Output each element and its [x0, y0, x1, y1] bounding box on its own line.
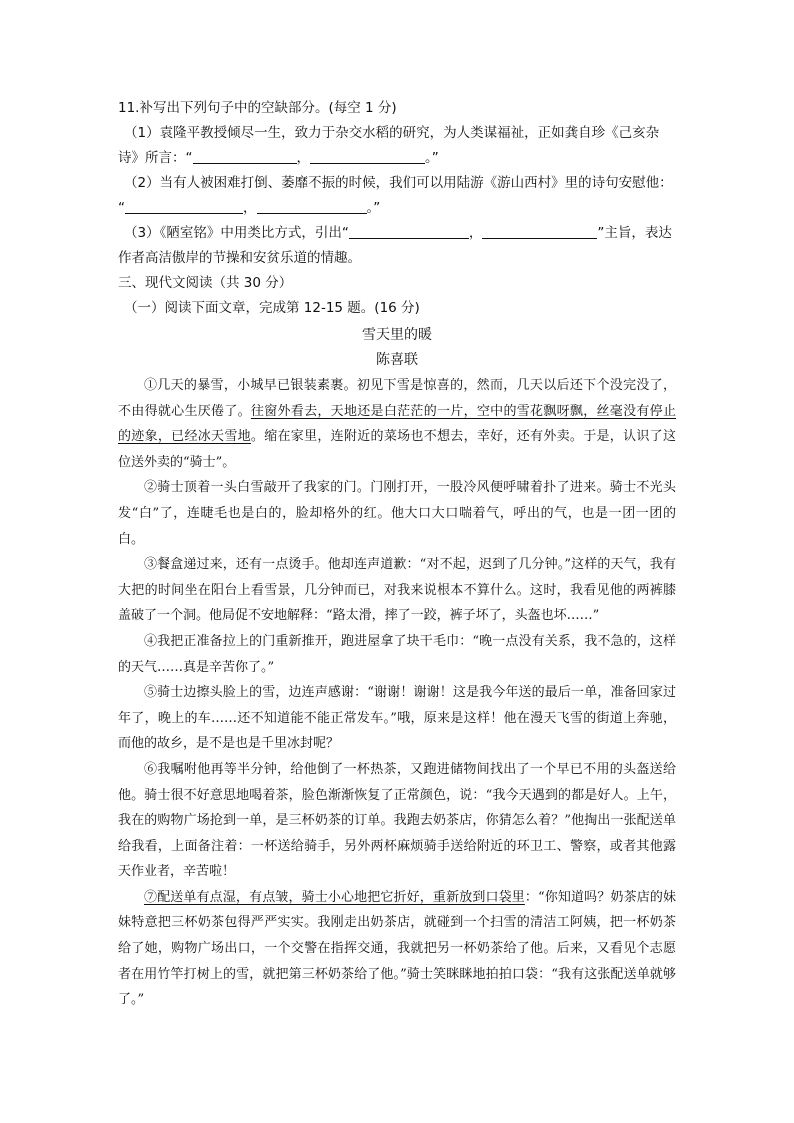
answer-blank-4[interactable]: [257, 199, 367, 214]
paragraph-6: ⑥我嘱咐他再等半分钟，给他倒了一杯热茶，又跑进储物间找出了一个早已不用的头盔送给他。骑士很不好意思地喝着茶，脸色渐渐恢复了正常颜色，说：“我今天遇到的都是好人。上午，我在的购物广场抢到一单，是三杯奶茶的订单。我跑去奶茶店，你猜怎么着？”他掏出一张配送单给我看，上面备注着：一杯送给骑手，另外两杯麻烦骑手送给附近的环卫工、警察，或者其他露天作业者，辛苦啦！: [118, 761, 676, 880]
question-11-item-2: [118, 171, 676, 196]
paragraph-2: ②骑士顶着一头白雪敲开了我家的门。门刚打开，一股冷风便呼啸着扑了进来。骑士不光头发“白”了，连睫毛也是白的，脸却格外的红。他大口大口喘着气，呼出的气，也是一团一团的白。: [118, 480, 676, 547]
answer-blank-1[interactable]: [193, 149, 297, 164]
item-1-sep: ，: [296, 150, 310, 166]
paragraph-7-underlined: ⑦配送单有点湿，有点皱，骑士小心地把它折好，重新放到口袋里: [144, 889, 525, 905]
exam-page: [118, 96, 676, 1013]
article-title: 雪天里的暖: [362, 327, 432, 343]
item-3-sep: ，: [468, 225, 483, 241]
item-1-text-a: （1）袁隆平教授倾尽一生，致力于杂交水稻的研究，为人类谋福祉，正如龚自珍《己亥杂: [124, 125, 660, 141]
item-2-end: 。”: [366, 200, 381, 216]
paragraph-4: ④我把正准备拉上的门重新推开，跑进屋拿了块干毛巾：“晚一点没有关系，我不急的，这样的天气……真是辛苦你了。”: [118, 633, 676, 675]
item-2-text-a: （2）当有人被困难打倒、萎靡不振的时候，我们可以用陆游《游山西村》里的诗句安慰他：: [124, 175, 673, 191]
answer-blank-2[interactable]: [310, 149, 425, 164]
question-11-item-3-cont: 作者高洁傲岸的节操和安贫乐道的情趣。: [118, 250, 361, 266]
answer-blank-3[interactable]: [125, 199, 243, 214]
item-1-end: 。”: [425, 150, 439, 166]
question-11-item-1: [118, 121, 676, 146]
question-11-item-1-cont: [118, 146, 676, 171]
paragraph-7-text-b: ：“你知道吗？奶茶店的妹妹特意把三杯奶茶包得严严实实。我刚走出奶茶店，就碰到一个扫雪的清洁工阿姨，把一杯奶茶给了她，购物广场出口，一个交警在指挥交通，我就把另一杯奶茶给了他。后来，又看见个志愿者在用竹竿打树上的雪，就把第三杯奶茶给了他。”骑士笑眯眯地拍拍口袋：“我有这张配送单就够了。”: [118, 889, 676, 1008]
item-2-sep: ，: [243, 200, 257, 216]
item-1-text-b: 诗》所言：“: [118, 150, 193, 166]
paragraph-1-underlined: 往窗外看去，天地还是白茫茫的一片，空中的雪花飘呀飘，丝毫没有停止的迹象，已经冰天雪地: [118, 403, 676, 445]
paragraph-3: ③餐盒递过来，还有一点烫手。他却连声道歉：“对不起，迟到了几分钟。”这样的天气，我有大把的时间坐在阳台上看雪景，几分钟而已，对我来说根本不算什么。这时，我看见他的两裤膝盖破了一个洞。他局促不安地解释：“路太滑，摔了一跤，裤子坏了，头盔也坏……”: [118, 557, 676, 624]
answer-blank-6[interactable]: [482, 224, 597, 239]
item-3-end: ”主旨，表达: [597, 225, 672, 241]
paragraph-7: [118, 885, 676, 1013]
section-3-heading: 三、现代文阅读（共 30 分）: [118, 275, 293, 291]
question-11-heading: 11.补写出下列句子中的空缺部分。(每空 1 分): [118, 100, 397, 116]
paragraph-1-text-a: ①几天的暴雪，小城早已银装素裹。初见下雪是惊喜的，然而，几天以后还下个没完没了，不由得就心生厌倦了。: [118, 378, 676, 419]
question-11-item-3: [118, 221, 676, 246]
article-author: 陈喜联: [376, 352, 418, 368]
paragraph-1-text-b: 。缩在家里，连附近的菜场也不想去，幸好，还有外卖。于是，认识了这位送外卖的“骑士”。: [118, 429, 676, 470]
item-3-text-a: （3）《陋室铭》中用类比方式，引出“: [124, 225, 349, 241]
paragraph-5: ⑤骑士边擦头脸上的雪，边连声感谢：“谢谢！谢谢！这是我今年送的最后一单，准备回家过年了，晚上的车……还不知道能不能正常发车。”哦，原来是这样！他在漫天飞雪的街道上奔驰，而他的故乡，是不是也是千里冰封呢？: [118, 685, 676, 752]
item-2-open-quote: “: [118, 200, 125, 216]
question-11-item-2-cont: [118, 196, 676, 221]
section-3-subheading: （一）阅读下面文章，完成第 12-15 题。(16 分): [124, 300, 420, 316]
paragraph-1: [118, 373, 676, 475]
answer-blank-5[interactable]: [349, 224, 469, 239]
